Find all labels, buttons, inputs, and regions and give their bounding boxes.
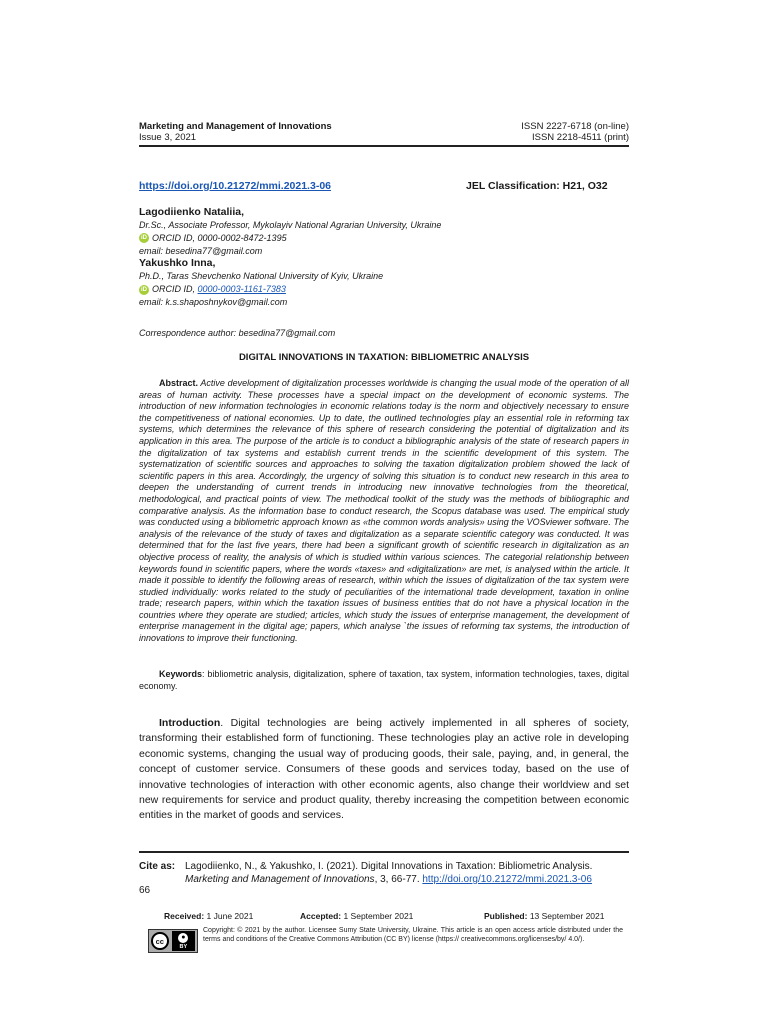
received-label: Received: xyxy=(164,911,205,921)
orcid-icon: iD xyxy=(141,235,147,242)
author-orcid-1 xyxy=(139,232,629,245)
cite-text: Lagodiienko, N., & Yakushko, I. (2021). Digital Innovations in Taxation: Bibliometric Analysis. xyxy=(185,861,593,872)
author-email-1: email: besedina77@gmail.com xyxy=(139,245,263,256)
cc-by-license-icon[interactable] xyxy=(148,929,198,953)
cite-journal: Marketing and Management of Innovations xyxy=(185,874,375,885)
published-value: 13 September 2021 xyxy=(527,911,605,921)
received-value: 1 June 2021 xyxy=(204,911,254,921)
author-affiliation-2: Ph.D., Taras Shevchenko National University of Kyiv, Ukraine xyxy=(139,271,384,282)
abstract xyxy=(139,378,629,645)
introduction-label: Introduction xyxy=(159,717,221,729)
person-icon: ● xyxy=(178,933,188,943)
journal-issue: Issue 3, 2021 xyxy=(139,132,197,143)
orcid-link-2[interactable]: 0000-0003-1161-7383 xyxy=(197,284,286,295)
by-label: BY xyxy=(179,943,188,950)
page-number: 66 xyxy=(139,885,151,896)
cite-label: Cite as: xyxy=(139,861,176,872)
issn-online: ISSN 2227-6718 (on-line) xyxy=(521,121,629,132)
abstract-text: Active development of digitalization processes worldwide is changing the usual mode of the operation of all areas of human activity. These processes have a special impact on the development of economic systems. The introduction of new information technologies in economic relations today is the norm and objectively necessary to ensure the competitiveness of national economies. Up to date, the outlined technologies play an essential role in reforming tax systems, which determines the relevance of this sphere of research considering the potential of digitalization and its application in this area. The purpose of the article is to conduct a bibliographic analysis of the state of research papers in the digitalization of tax systems and establish current trends in the scientific development of this system. The systematization of scientific sources and approaches to solving the taxation digitalization problem showed the lack of scientific papers in this area. Accordingly, the urgency of solving this situation is to conduct new research in this area to deepen the understanding of current trends in introducing new innovative technologies from the theoretical, methodological, and practical points of view. The methodical toolkit of the study was the methods of bibliographic and comparative analysis. As the information base to conduct research, the Scopus database was used. The empirical study was conducted using a bibliometric approach known as «the common words analysis» using the VOSviewer software. The analysis of the relevance of the study of taxes and digitalization as a separate scientific category was conducted. It was determined that for the last five years, there had been a significant growth of scientific research in digitalization as an objective process of reality, the analysis of which is studied within various sciences. The categorial relationship between keywords found in scientific papers, where the words «taxes» and «digitalization» are met, is analysed within the article. It made it possible to identify the following areas of research, within which the issues of digitalization of the tax system were studied individually: works related to the study of peculiarities of the international trade development, taxation in online trade; research papers, within which the taxation issues of business entities that do not have a physical location in the countries where they operate are studied; articles, which study the issues of enterprise management, the development of enterprise management in the digital age; papers, which analyse `the issues of reforming tax systems, the introduction of innovations to improve their functioning. xyxy=(139,378,629,644)
journal-header xyxy=(139,121,629,143)
published-date xyxy=(484,911,604,921)
accepted-value: 1 September 2021 xyxy=(341,911,414,921)
article-title: DIGITAL INNOVATIONS IN TAXATION: BIBLIOMETRIC ANALYSIS xyxy=(238,352,530,363)
author-email-2: email: k.s.shaposhnykov@gmail.com xyxy=(139,296,288,307)
cite-body xyxy=(139,860,629,886)
abstract-label: Abstract. xyxy=(159,378,199,388)
author-affiliation-1: Dr.Sc., Associate Professor, Mykolayiv National Agrarian University, Ukraine xyxy=(139,220,442,230)
author-name-2: Yakushko Inna, xyxy=(139,257,216,270)
author-name-1: Lagodiienko Nataliia, xyxy=(139,206,245,218)
journal-name: Marketing and Management of Innovations xyxy=(139,121,332,132)
introduction-text: . Digital technologies are being actively implemented in all spheres of society, transforming their established form of functioning. These technologies play an active role in developing economic systems, changing the usual way of producing goods, their sale, paying, and, in general, the concept of customer service. Consumers of these goods and services today, based on the use of innovative technologies of interaction with other economic agents, also change their worldview and set new requirements for service and product quality, thereby increasing the competition between economic entities in the market of goods and services. xyxy=(139,717,629,822)
introduction xyxy=(139,716,629,824)
citation xyxy=(139,860,629,886)
cite-pages: , 3, 66-77. xyxy=(374,874,423,885)
keywords-label: Keywords xyxy=(159,669,203,679)
license-text: Copyright: © 2021 by the author. Licensee Sumy State University, Ukraine. This article is an open access article distributed under the terms and conditions of the Creative Commons Attribution (CC BY) license (https:// creativecommons.org/licenses/by/ 4.0/). xyxy=(203,927,623,943)
issn-block xyxy=(521,121,629,143)
author-orcid-2 xyxy=(139,283,629,296)
accepted-date xyxy=(300,911,413,921)
orcid-icon: iD xyxy=(141,286,147,293)
issn-print: ISSN 2218-4511 (print) xyxy=(532,132,629,143)
cite-link[interactable]: http://doi.org/10.21272/mmi.2021.3-06 xyxy=(422,874,592,885)
doi-line xyxy=(139,180,629,192)
cc-logo-icon: cc xyxy=(151,932,169,950)
keywords-text: : bibliometric analysis, digitalization, sphere of taxation, tax system, information technologies, taxes, digital economy. xyxy=(139,669,629,691)
keywords xyxy=(139,669,629,692)
jel-classification: JEL Classification: H21, O32 xyxy=(466,180,608,192)
authors-block xyxy=(139,206,629,309)
orcid-prefix-2: ORCID ID, xyxy=(152,284,196,295)
correspondence-author: Correspondence author: besedina77@gmail.com xyxy=(139,328,336,338)
header-divider xyxy=(139,145,629,147)
orcid-text-1: ORCID ID, 0000-0002-8472-1395 xyxy=(152,232,287,243)
received-date xyxy=(164,911,253,921)
by-attribution-icon xyxy=(172,931,195,951)
accepted-label: Accepted: xyxy=(300,911,342,921)
doi-link[interactable]: https://doi.org/10.21272/mmi.2021.3-06 xyxy=(139,180,331,192)
cite-divider xyxy=(139,851,629,853)
published-label: Published: xyxy=(484,911,528,921)
